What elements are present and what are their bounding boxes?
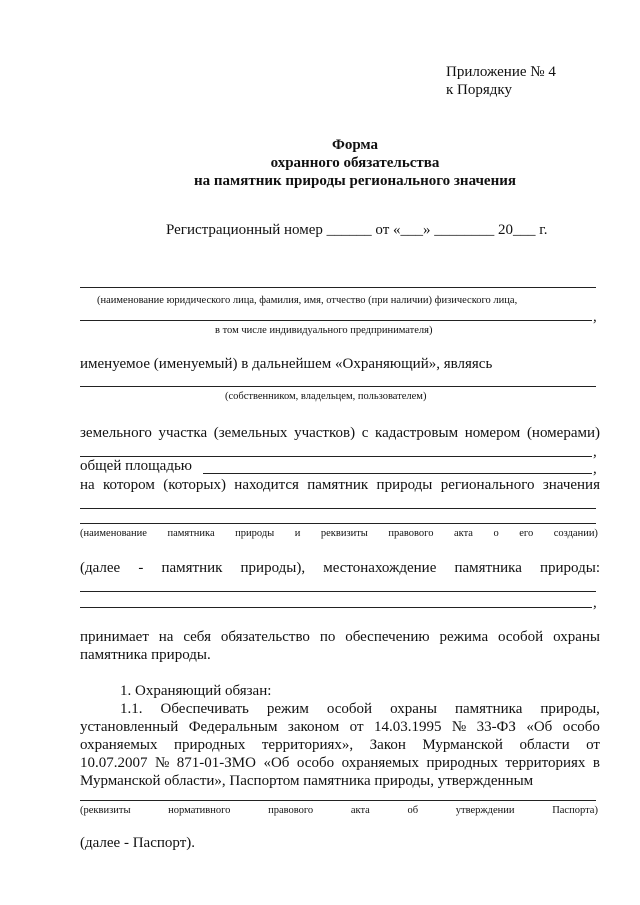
word: утверждении	[455, 805, 515, 816]
clause-1-1-line-2	[80, 719, 600, 736]
word: особой	[326, 701, 373, 717]
word: от	[586, 737, 600, 753]
word: реквизиты	[320, 528, 368, 539]
caption-monument	[80, 528, 598, 540]
word: природы	[235, 528, 275, 539]
word: его	[519, 528, 534, 539]
word: природы),	[240, 560, 306, 576]
word: 14.03.1995	[373, 719, 442, 735]
word: себя	[183, 629, 211, 645]
word: акта	[350, 805, 370, 816]
area-fill-line	[203, 473, 592, 474]
comma-2: ,	[593, 444, 597, 460]
caption-passport	[80, 805, 598, 817]
hereinafter-line	[80, 560, 600, 577]
word: об	[407, 805, 419, 816]
word: области	[519, 737, 570, 753]
word: особой	[497, 629, 544, 645]
word: котором	[103, 477, 155, 493]
word: охраны	[553, 629, 600, 645]
word: особо	[296, 755, 335, 771]
word: нормативного	[168, 805, 231, 816]
word: 871-01-ЗМО	[176, 755, 256, 771]
word: природы,	[540, 701, 600, 717]
word: номером	[464, 425, 521, 441]
clause-1-1-line-5: Мурманской области», Паспортом памятника природы, утвержденным	[80, 773, 534, 789]
comma-3: ,	[593, 461, 597, 477]
caption-name-2: в том числе индивидуального предпринимателя)	[215, 325, 433, 336]
word: правового	[268, 805, 314, 816]
word: акта	[453, 528, 473, 539]
word: охраны	[390, 701, 437, 717]
section-1-heading: 1. Охраняющий обязан:	[120, 683, 272, 699]
word: территориях»,	[261, 737, 354, 753]
word: на	[80, 477, 95, 493]
word: памятник	[307, 477, 369, 493]
comma-4: ,	[593, 595, 597, 611]
land-plot-line	[80, 425, 600, 442]
word: охраняемых	[341, 755, 420, 771]
word: участков)	[294, 425, 356, 441]
word: «Об	[263, 755, 290, 771]
word: природы:	[540, 560, 600, 576]
passport-fill-line	[80, 800, 596, 801]
word: «Об	[526, 719, 553, 735]
word: памятника	[167, 528, 215, 539]
appendix-number: Приложение № 4	[446, 64, 556, 80]
obligation-line-1	[80, 629, 600, 646]
word: 33-ФЗ	[476, 719, 516, 735]
title-obligation: охранного обязательства	[270, 155, 440, 171]
word: в	[592, 755, 600, 771]
word: правового	[388, 528, 434, 539]
word: принимает	[80, 629, 149, 645]
word: №	[154, 755, 170, 771]
clause-1-1-line-3	[80, 737, 600, 754]
comma-1: ,	[593, 309, 597, 325]
word: местонахождение	[323, 560, 437, 576]
word: памятник	[161, 560, 223, 576]
word: природы	[376, 477, 433, 493]
word: (номерами)	[526, 425, 600, 441]
cadastral-fill-line	[80, 456, 592, 457]
location-fill-line-2	[80, 607, 592, 608]
area-label: общей площадью	[80, 458, 193, 474]
word: 10.07.2007	[80, 755, 148, 771]
word: земельного	[80, 425, 152, 441]
named-as-text: именуемое (именуемый) в дальнейшем «Охраняющий», являясь	[80, 356, 493, 372]
word: (реквизиты	[80, 805, 131, 816]
word: охраняемых	[80, 737, 158, 753]
registration-line: Регистрационный номер ______ от «___» ________ 20___ г.	[166, 222, 548, 238]
word: обязательство	[220, 629, 310, 645]
word: (земельных	[213, 425, 288, 441]
word: территориях	[505, 755, 586, 771]
word: и	[294, 528, 301, 539]
word: 1.1.	[120, 701, 143, 717]
word: Федеральным	[188, 719, 278, 735]
word: особо	[562, 719, 600, 735]
word: Обеспечивать	[160, 701, 249, 717]
word: природных	[426, 755, 498, 771]
name-fill-line-2	[80, 320, 592, 321]
caption-owner: (собственником, владельцем, пользователем)	[225, 391, 427, 402]
passport-hereinafter: (далее - Паспорт).	[80, 835, 195, 851]
word: (наименование	[80, 528, 147, 539]
name-fill-line-1	[80, 287, 596, 288]
word: кадастровым	[375, 425, 459, 441]
word: (далее	[80, 560, 121, 576]
word: режим	[266, 701, 309, 717]
word: памятника	[454, 701, 523, 717]
word: от	[349, 719, 364, 735]
word: с	[361, 425, 369, 441]
title-monument: на памятник природы регионального значения	[194, 173, 516, 189]
appendix-reference: к Порядку	[446, 82, 512, 98]
word: природных	[173, 737, 246, 753]
word: законом	[287, 719, 340, 735]
title-form: Форма	[331, 137, 379, 153]
word: (которых)	[163, 477, 226, 493]
clause-1-1-line-4	[80, 755, 600, 772]
word: Мурманской	[422, 737, 503, 753]
word: -	[138, 560, 144, 576]
owner-fill-line	[80, 386, 596, 387]
monument-fill-line-1	[80, 508, 596, 509]
caption-name-1: (наименование юридического лица, фамилия, имя, отчество (при наличии) физического лица,	[97, 295, 518, 306]
word: памятника	[454, 560, 522, 576]
word: Паспорта)	[552, 805, 598, 816]
word: участка	[158, 425, 208, 441]
monument-fill-line-2	[80, 523, 596, 524]
word: создании)	[553, 528, 598, 539]
word: установленный	[80, 719, 179, 735]
located-line	[80, 477, 600, 494]
word: регионального	[440, 477, 535, 493]
word: режима	[439, 629, 489, 645]
location-fill-line-1	[80, 591, 596, 592]
word: на	[158, 629, 174, 645]
word: обеспечению	[345, 629, 430, 645]
word: по	[319, 629, 336, 645]
word: значения	[542, 477, 600, 493]
word: находится	[234, 477, 299, 493]
obligation-line-2: памятника природы.	[80, 647, 211, 663]
word: Закон	[369, 737, 406, 753]
clause-1-1-line-1	[120, 701, 600, 718]
word: о	[493, 528, 499, 539]
word: №	[451, 719, 467, 735]
